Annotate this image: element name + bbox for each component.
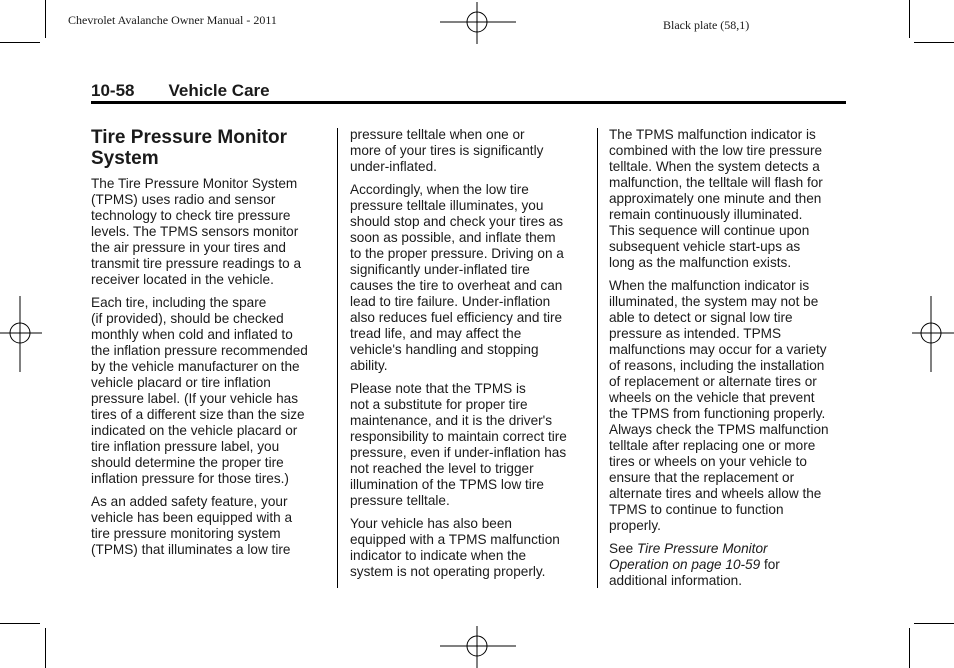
registration-mark-left — [0, 296, 42, 372]
crop-mark — [0, 42, 40, 43]
column-2 — [350, 127, 590, 587]
registration-mark-top — [440, 2, 516, 44]
crop-mark — [914, 42, 954, 43]
cross-reference: See Tire Pressure Monitor Operation on page 10-59 for additional information. — [609, 541, 780, 588]
paragraph: pressure telltale when one or more of your tires is significantly under-inflated. — [350, 127, 544, 174]
article-title: Tire Pressure Monitor System — [91, 127, 288, 169]
paragraph: When the malfunction indicator is illuminated, the system may not be able to detect or signal low tire pressure as intended. TPMS malfunctions may occur for a variety of reasons, including the installation of replacement or alternate tires or wheels on the vehicle that prevent the TPMS from functioning properly. Always check the TPMS malfunction telltale after replacing one or more tires or wheels on your vehicle to ensure that the replacement or alternate tires and wheels allow the TPMS to continue to function properly. — [609, 278, 829, 533]
paragraph: Your vehicle has also been equipped with a TPMS malfunction indicator to indicate when the system is not operating properly. — [350, 516, 560, 579]
registration-mark-right — [912, 296, 954, 372]
paragraph: Please note that the TPMS is not a substitute for proper tire maintenance, and it is the driver's responsibility to maintain correct tire pressure, even if under-inflation has not reached the level to trigger illumination of the TPMS low tire pressure telltale. — [350, 381, 567, 508]
manual-title: Chevrolet Avalanche Owner Manual - 2011 — [68, 13, 277, 27]
paragraph: The TPMS malfunction indicator is combined with the low tire pressure telltale. When the system detects a malfunction, the telltale will flash for approximately one minute and then remain continuously illuminated. This sequence will continue upon subsequent vehicle start-ups as long as the malfunction exists. — [609, 127, 823, 270]
column-3 — [609, 127, 849, 596]
crop-mark — [914, 623, 954, 624]
crop-mark — [0, 623, 40, 624]
paragraph: As an added safety feature, your vehicle has been equipped with a tire pressure monitoring system (TPMS) that illuminates a low tire — [91, 494, 293, 557]
crop-mark — [45, 0, 46, 38]
paragraph: Each tire, including the spare (if provided), should be checked monthly when cold and inflated to the inflation pressure recommended by the vehicle manufacturer on the vehicle placard or tire inflation pressure label. (If your vehicle has tires of a different size than the size indicated on the vehicle placard or tire inflation pressure label, you should determine the proper tire inflation pressure for those tires.) — [91, 295, 308, 486]
section-header — [91, 81, 270, 101]
crop-mark — [45, 628, 46, 668]
cross-reference-link[interactable]: Tire Pressure Monitor — [636, 541, 768, 556]
paragraph: The Tire Pressure Monitor System (TPMS) uses radio and sensor technology to check tire pressure levels. The TPMS sensors monitor the air pressure in your tires and transmit tire pressure readings to a receiver located in the vehicle. — [91, 176, 302, 287]
plate-label: Black plate (58,1) — [663, 18, 750, 32]
column-divider — [597, 128, 598, 588]
page-number: 10-58 — [91, 81, 135, 100]
paragraph: Accordingly, when the low tire pressure telltale illuminates, you should stop and check your tires as soon as possible, and inflate them to the proper pressure. Driving on a significantly under-inflated tire causes the tire to overheat and can lead to tire failure. Under-inflation also reduces fuel efficiency and tire tread life, and may affect the vehicle's handling and stopping ability. — [350, 182, 564, 373]
cross-reference-link[interactable]: Operation on page 10-59 — [609, 557, 761, 572]
crop-mark — [909, 0, 910, 38]
registration-mark-bottom — [440, 626, 516, 668]
crop-mark — [909, 628, 910, 668]
section-title: Vehicle Care — [168, 81, 270, 100]
column-divider — [337, 128, 338, 588]
section-rule — [91, 101, 846, 104]
column-1 — [91, 176, 326, 565]
